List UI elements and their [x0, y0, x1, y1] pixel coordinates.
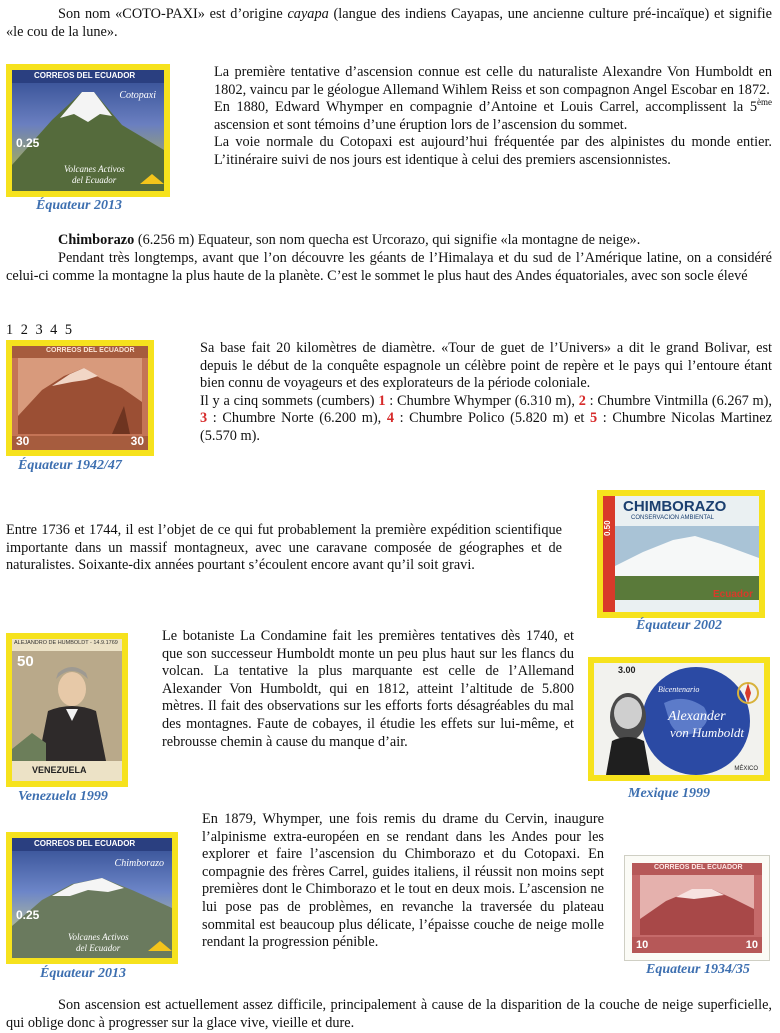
- stamp-header: CORREOS DEL ECUADOR: [34, 71, 136, 80]
- stamp-value: 0.50: [603, 520, 612, 536]
- stamp-value-right: 30: [130, 434, 144, 448]
- cotopaxi-history: La première tentative d’ascension connue est celle du naturaliste Alexandre Von Humboldt en 1802, vaincu par le géologue Allemand Wihlem Reiss et son compagnon Angel Escobar en 1872. En 1880, Edward Whymper en compagnie d’Antoine et Louis Carrel, accomplissent la 5ème ascension et sont témoins d’une éruption lors de l’ascension du sommet. La voie normale du Cotopaxi est aujourd’hui fréquentée par des alpinistes du monde entier. L’itinéraire suivi de nos jours est identique à celui des premiers ascensionnistes.: [214, 64, 772, 168]
- chimborazo-1934-illustration: [632, 863, 762, 953]
- stamp-series-1: Volcanes Activos: [68, 932, 129, 942]
- stamp-title: CHIMBORAZO: [623, 498, 727, 515]
- caption-chimborazo-1934: Equateur 1934/35: [646, 962, 750, 977]
- caption-venezuela-1999: Venezuela 1999: [18, 789, 108, 804]
- stamp-series-2: del Ecuador: [76, 943, 121, 953]
- stamp-value-left: 10: [636, 939, 649, 951]
- stamp-value: 50: [17, 653, 34, 670]
- stamp-line1: Bicentenario: [658, 685, 700, 694]
- stamp-line2: Alexander: [668, 709, 726, 724]
- stamp-chimborazo-1934: [624, 855, 770, 961]
- stamp-chimborazo-2002: [597, 490, 765, 618]
- caption-cotopaxi-2013: Équateur 2013: [36, 198, 122, 213]
- stamp-value: 3.00: [618, 665, 636, 675]
- botaniste-paragraph: Le botaniste La Condamine fait les premières tentatives dès 1740, et que son successeur Humboldt monte un peu plus haut sur les flancs du volcan. La tentative la plus marquante est celle de l’Allemand Alexander Von Humboldt, qui en 1812, atteint l’altitude de 5.800 mètres. Il fait des observations sur les efforts forts désagréables du mal des montagnes. Faute de cobayes, il étudie les effets sur lui-même, et rebrousse chemin à cause du manque d’air.: [162, 628, 574, 750]
- stamp-venezuela-1999: [6, 633, 128, 787]
- stamp-chimborazo-2013: [6, 832, 178, 964]
- stamp-country: Ecuador: [712, 589, 753, 600]
- chimborazo-intro-paragraph: Pendant très longtemps, avant que l’on découvre les géants de l’Himalaya et du sud de l’Amérique latine, on a considéré celui-ci comme la montagne la plus haute de la planète. C’est le sommet le plus haut des Andes équatoriales, avec son socle élevé: [6, 250, 772, 284]
- stamp-header: ALEJANDRO DE HUMBOLDT - 14.9.1769: [14, 640, 118, 646]
- stamp-header: CORREOS DEL ECUADOR: [654, 864, 743, 871]
- stamp-country: VENEZUELA: [32, 765, 87, 775]
- stamp-value: 0.25: [16, 136, 40, 150]
- stamp-cotopaxi-2013: [6, 64, 170, 197]
- chimborazo-base-text: Sa base fait 20 kilomètres de diamètre. «Tour de guet de l’Univers» a dit le grand Bolivar, est depuis le début de la conquête espagnole un célèbre point de repère et le pays qui l’entoure étant bien connu de voyageurs et des explorateurs de la période coloniale. Il y a cinq sommets (cumbers) 1 : Chumbre Whymper (6.310 m), 2 : Chumbre Vintmilla (6.267 m), 3 : Chumbre Norte (6.200 m), 4 : Chumbre Polico (5.820 m) et 5 : Chumbre Nicolas Martinez (5.570 m).: [200, 340, 773, 444]
- stamp-chimborazo-1942: [6, 340, 154, 456]
- stamp-subtitle: CONSERVACION AMBIENTAL: [631, 515, 715, 521]
- stamp-country: MÉXICO: [734, 766, 758, 772]
- chimborazo-heading-line: Chimborazo (6.256 m) Equateur, son nom quecha est Urcorazo, qui signifie «la montagne de neige».: [58, 232, 641, 248]
- caption-chimborazo-2002: Équateur 2002: [636, 618, 722, 633]
- stamp-value-right: 10: [745, 939, 758, 951]
- stamp-header: CORREOS DEL ECUADOR: [34, 839, 136, 848]
- stamp-line3: von Humboldt: [670, 725, 745, 740]
- intro-paragraph: Son nom «COTO-PAXI» est d’origine cayapa (langue des indiens Cayapas, une ancienne culture pré-incaïque) et signifie «le cou de la lune».: [6, 6, 772, 40]
- stamp-series-1: Volcanes Activos: [64, 164, 125, 174]
- stamp-value-left: 30: [16, 434, 30, 448]
- stamp-name: Chimborazo: [114, 858, 164, 869]
- stamp-header: CORREOS DEL ECUADOR: [46, 347, 135, 354]
- summit-numbers: 1 2 3 4 5: [6, 322, 75, 338]
- caption-chimborazo-1942: Équateur 1942/47: [18, 458, 122, 473]
- stamp-value: 0.25: [16, 908, 40, 922]
- caption-mexique-1999: Mexique 1999: [628, 786, 711, 801]
- stamp-series-2: del Ecuador: [72, 175, 117, 185]
- final-paragraph: Son ascension est actuellement assez difficile, principalement à cause de la disparition de la couche de neige superficielle, qui oblige donc à progresser sur la glace vive, vieille et dure.: [6, 997, 772, 1031]
- stamp-mexique-1999: [588, 657, 770, 781]
- chimborazo-title: Chimborazo: [58, 232, 135, 248]
- whymper-paragraph: En 1879, Whymper, une fois remis du drame du Cervin, inaugure l’alpinisme extra-européen en se rendant dans les Andes pour les explorer et faire l’ascension du Chimborazo et du Cotopaxi. En compagnie des frères Carrel, guides italiens, il réussit non moins sept premières dont le Chimborazo et le tout en deux mois. L’ascension ne lui pose pas de problèmes, en revanche la traversée du plateau sommital est beaucoup plus délicate, l’épaisse couche de neige molle rendant la progression pénible.: [202, 811, 604, 951]
- caption-chimborazo-2013: Équateur 2013: [40, 966, 126, 981]
- expedition-paragraph: Entre 1736 et 1744, il est l’objet de ce qui fut probablement la première expédition scientifique importante dans un massif montagneux, avec une caravane composée de géographes et de naturalistes. Soixante-dix années pourtant s’écoulent encore avant qu’il soit gravi.: [6, 522, 562, 574]
- chimborazo-1942-illustration: [12, 346, 148, 450]
- stamp-name: Cotopaxi: [119, 90, 156, 101]
